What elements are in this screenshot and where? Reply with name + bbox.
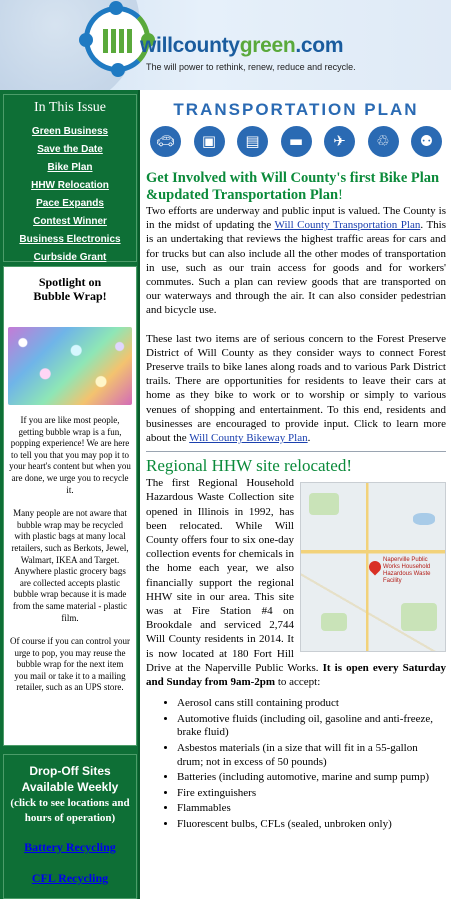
- car-icon: 🚗︎: [150, 126, 181, 157]
- main-content: [146, 96, 446, 834]
- banner-icons: [146, 126, 446, 157]
- drop-off-title-line1: Drop-Off Sites: [29, 764, 111, 778]
- truck-icon: ▬: [281, 126, 312, 157]
- p1-text-before: Two efforts are underway and public input is valued. The County is in the midst of updating the: [146, 205, 446, 232]
- issue-link-curbside-grant[interactable]: Curbside Grant: [33, 252, 107, 263]
- issue-item: [4, 121, 136, 139]
- map-pin-label: Naperville Public Works Household Hazardous Waste Facility: [383, 557, 431, 585]
- list-item: • Flammables: [177, 802, 446, 816]
- sidebar: [0, 90, 140, 899]
- spotlight-box: [3, 266, 137, 746]
- brand-wordmark[interactable]: [140, 34, 343, 58]
- drop-off-subtitle: (click to see locations and hours of operation): [10, 797, 130, 824]
- issue-link-hhw-relocation[interactable]: HHW Relocation: [31, 180, 109, 191]
- bike-plan-paragraph-1: [146, 204, 446, 318]
- brand-part-2: green: [239, 34, 296, 57]
- issue-link-pace-expands[interactable]: Pace Expands: [36, 198, 104, 209]
- issue-item: [4, 247, 136, 265]
- hhw-text-before: The first Regional Household Hazardous Waste Collection site opened in Illinois in 1992, has been relocated. While Will County offers four to six one-day collection events for chemicals in the home each year, we also financially support the regional HHW site in our area. This site was at Fire Station #4 on Brookdale and serviced 2,744 Will County residents in 2014. It is now located at 180 Fort Hill Drive at the Naperville Public Works.: [146, 477, 323, 674]
- hhw-article-title: Regional HHW site relocated!: [146, 456, 352, 476]
- p1-text-after: . This is an undertaking that reviews the highest traffic areas for cars and for trucks but can also include all the other modes of transportation in use, such as our train access for goods and for workers' commutes. Such a plan can review goods that are transported on our waterways and through the air. It can also consider pedestrian and bicycle use.: [146, 219, 446, 317]
- hhw-location-map[interactable]: [300, 482, 446, 652]
- issue-links-list: [4, 121, 136, 265]
- tagline: The will power to rethink, renew, reduce and recycle.: [146, 62, 356, 72]
- issue-item: [4, 175, 136, 193]
- accepted-items-list: [146, 697, 446, 831]
- spotlight-paragraph-1: If you are like most people, getting bubble wrap is a fun, popping experience! We are here to tell you that you may pop it to your heart's content but when you are done, we urge you to recycle it.: [9, 415, 131, 495]
- list-item: • Batteries (including automotive, marine and sump pump): [177, 771, 446, 785]
- p2-text-before: These last two items are of serious concern to the Forest Preserve District of Will County as they consider ways to connect Forest Preserve trails to bike lanes along roads and to various Park District trails. There are opportunities for residents to leave their cars at home as they bike to work or to worship or simply to various venues of shopping and entertainment. To this end, residents and businesses are encouraged to provide input. Click to learn more about the: [146, 332, 446, 445]
- hhw-text-after: to accept:: [275, 676, 321, 689]
- issue-link-green-business[interactable]: Green Business: [31, 126, 109, 137]
- map-pin-icon[interactable]: [367, 559, 384, 576]
- header-banner: [0, 0, 451, 90]
- issue-item: [4, 157, 136, 175]
- will-county-transportation-plan-link[interactable]: Will County Transportation Plan: [274, 219, 421, 232]
- in-this-issue-title: In This Issue: [33, 100, 107, 115]
- brand-part-3: .com: [295, 34, 344, 57]
- article-title-text: Get Involved with Will County's first Bike Plan &updated Transportation Plan: [146, 170, 440, 203]
- spotlight-paragraph-2: Many people are not aware that bubble wrap may be recycled with plastic bags at many local retailers, such as Berkots, Jewel, Walmart, IKEA and Target. Anywhere plastic grocery bags are collected accepts plastic bubble wrap because it is made from the same material - plastic film.: [11, 508, 129, 623]
- section-divider: [146, 451, 446, 452]
- cfl-recycling-link[interactable]: CFL Recycling: [4, 871, 136, 886]
- list-item: • Fluorescent bulbs, CFLs (sealed, unbroken only): [177, 818, 446, 832]
- brand-part-1: willcounty: [140, 34, 240, 57]
- train-icon: ▤: [237, 126, 268, 157]
- pedestrian-icon: ⚉: [411, 126, 442, 157]
- banner-title: TRANSPORTATION PLAN: [173, 100, 419, 119]
- bus-icon: ▣: [194, 126, 225, 157]
- spotlight-title: [4, 275, 136, 303]
- list-item: • Aerosol cans still containing product: [177, 697, 446, 711]
- article-title-exclamation: !: [338, 187, 343, 203]
- spotlight-title-line1: Spotlight on: [38, 275, 102, 289]
- bike-plan-paragraph-2: [146, 332, 446, 446]
- drop-off-title: [4, 763, 136, 795]
- list-item: • Automotive fluids (including oil, gasoline and anti-freeze, brake fluid): [177, 713, 446, 740]
- will-county-bikeway-plan-link[interactable]: Will County Bikeway Plan: [189, 432, 308, 445]
- battery-recycling-link[interactable]: Battery Recycling: [4, 840, 136, 855]
- in-this-issue-box: [3, 94, 137, 262]
- issue-item: [4, 139, 136, 157]
- transportation-plan-banner: [146, 100, 446, 164]
- issue-link-bike-plan[interactable]: Bike Plan: [47, 162, 93, 173]
- issue-link-business-electronics[interactable]: Business Electronics: [19, 234, 121, 245]
- bubble-wrap-image: [8, 327, 132, 405]
- spotlight-title-line2: Bubble Wrap!: [33, 289, 107, 303]
- issue-item: [4, 211, 136, 229]
- hhw-hours-text: It is open every Saturday and Sunday from 9am-2pm: [146, 661, 446, 689]
- issue-link-save-the-date[interactable]: Save the Date: [37, 144, 103, 155]
- spotlight-paragraph-3: Of course if you can control your urge to pop, you may reuse the bubble wrap for the next item you mail or take it to a mailing retailer, such as an UPS store.: [10, 636, 130, 693]
- list-item: • Fire extinguishers: [177, 787, 446, 801]
- issue-item: [4, 193, 136, 211]
- issue-link-contest-winner[interactable]: Contest Winner: [33, 216, 107, 227]
- drop-off-box: [3, 754, 137, 899]
- bike-icon: ♲: [368, 126, 399, 157]
- issue-item: [4, 229, 136, 247]
- bike-plan-article-title: [146, 170, 446, 204]
- drop-off-title-line2: Available Weekly: [21, 780, 119, 794]
- plane-icon: ✈: [324, 126, 355, 157]
- p2-text-after: .: [307, 432, 311, 445]
- list-item: • Asbestos materials (in a size that will fit in a 55-gallon drum; not in excess of 50 pounds): [177, 742, 446, 769]
